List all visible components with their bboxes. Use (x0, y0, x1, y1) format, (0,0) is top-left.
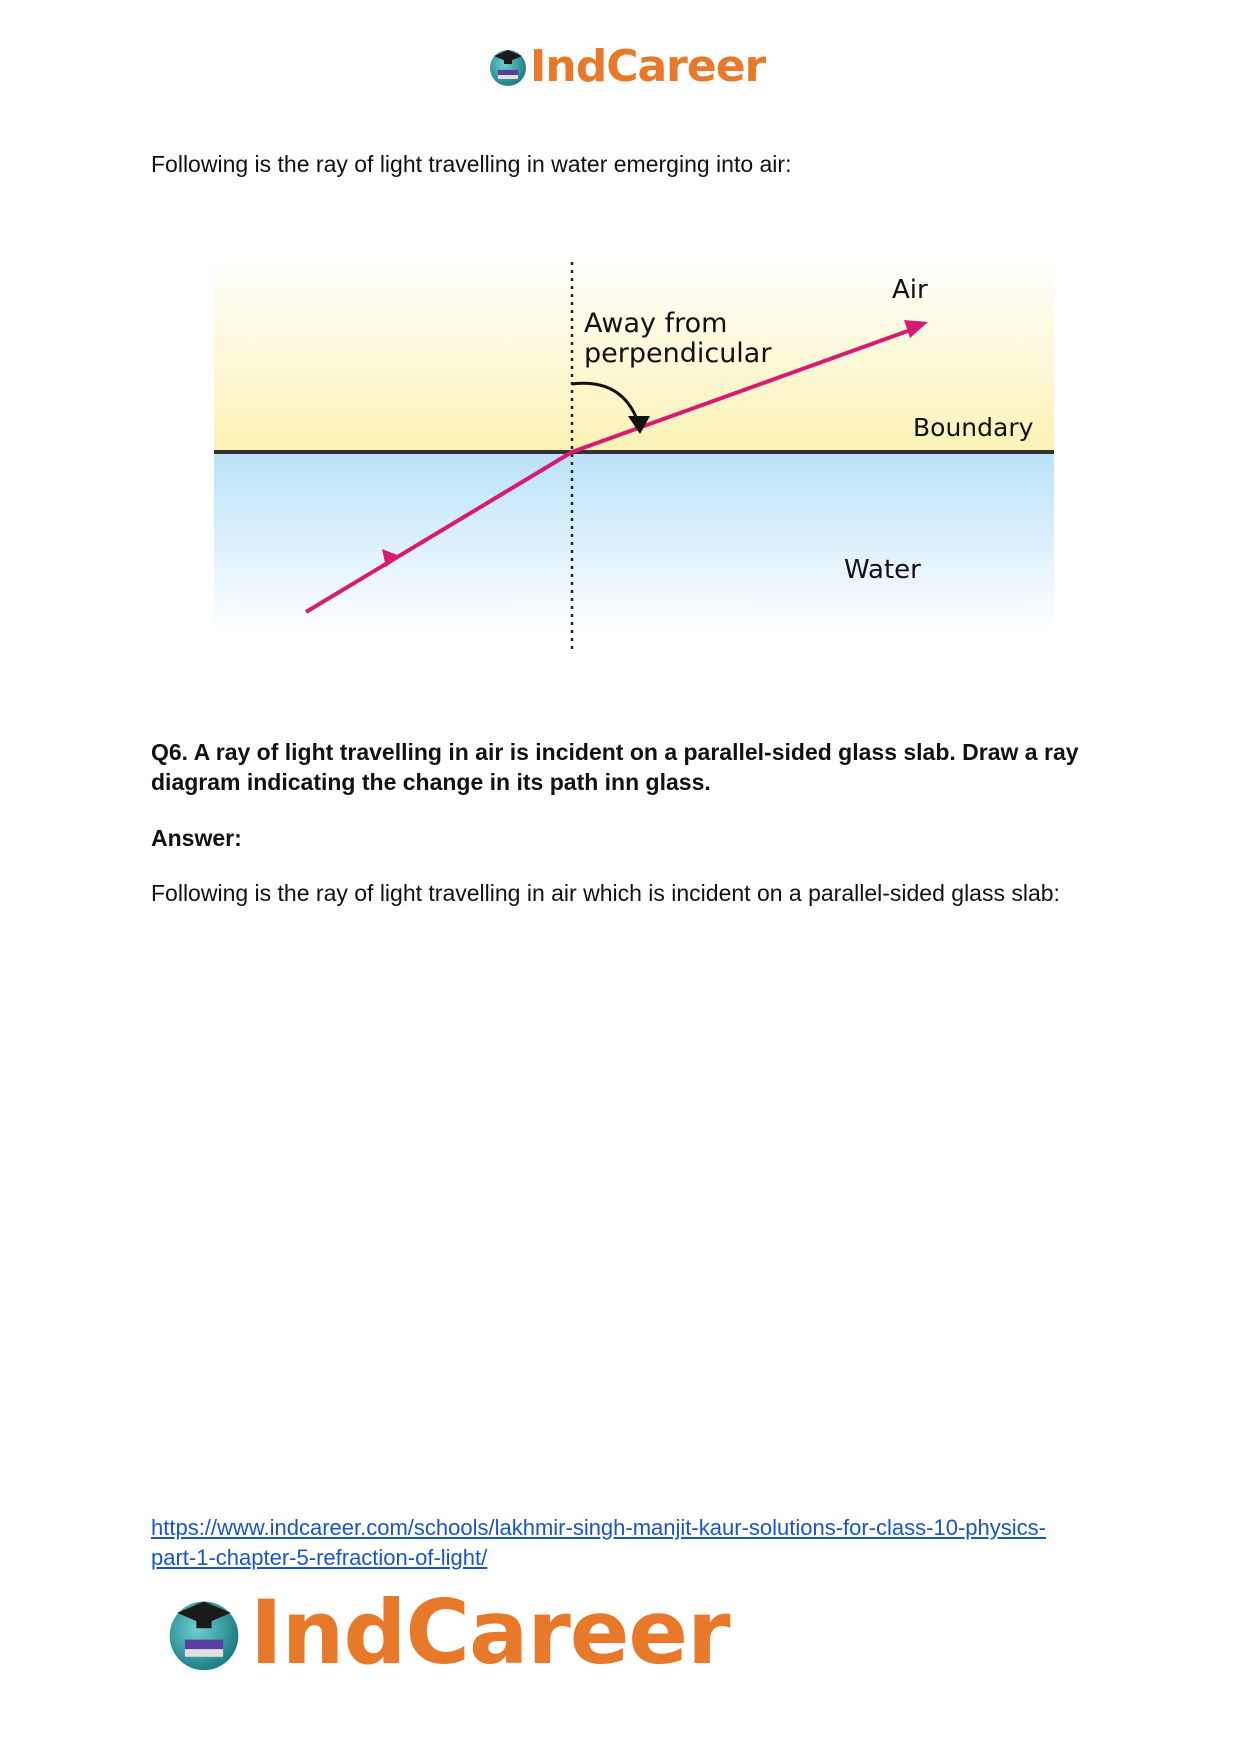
logo-text: IndCareer (250, 1580, 730, 1684)
source-link[interactable] (151, 1513, 1111, 1573)
boundary-label: Boundary (913, 413, 1034, 442)
air-label: Air (892, 275, 928, 305)
answer-paragraph: Following is the ray of light travelling in air which is incident on a parallel-sided glass slab: (151, 880, 1060, 906)
water-region (214, 452, 1054, 632)
graduation-globe-icon (486, 44, 530, 88)
away-label-line2: perpendicular (584, 338, 772, 369)
graduation-globe-icon (162, 1590, 246, 1674)
source-link-line1[interactable]: https://www.indcareer.com/schools/lakhmir-singh-manjit-kaur-solutions-for-class-10-physics- (151, 1515, 1046, 1540)
answer-label: Answer: (151, 825, 242, 851)
intro-paragraph: Following is the ray of light travelling in water emerging into air: (151, 151, 792, 177)
water-label: Water (844, 555, 921, 585)
logo-text: IndCareer (530, 40, 766, 92)
question-line2: diagram indicating the change in its path inn glass. (151, 769, 711, 795)
footer-logo (162, 1582, 730, 1682)
refraction-diagram (210, 256, 1060, 666)
header-logo (486, 40, 765, 92)
source-link-line2[interactable]: part-1-chapter-5-refraction-of-light/ (151, 1545, 488, 1570)
question-line1: Q6. A ray of light travelling in air is incident on a parallel-sided glass slab. Draw a ray (151, 739, 1079, 765)
away-label-line1: Away from (584, 308, 728, 339)
